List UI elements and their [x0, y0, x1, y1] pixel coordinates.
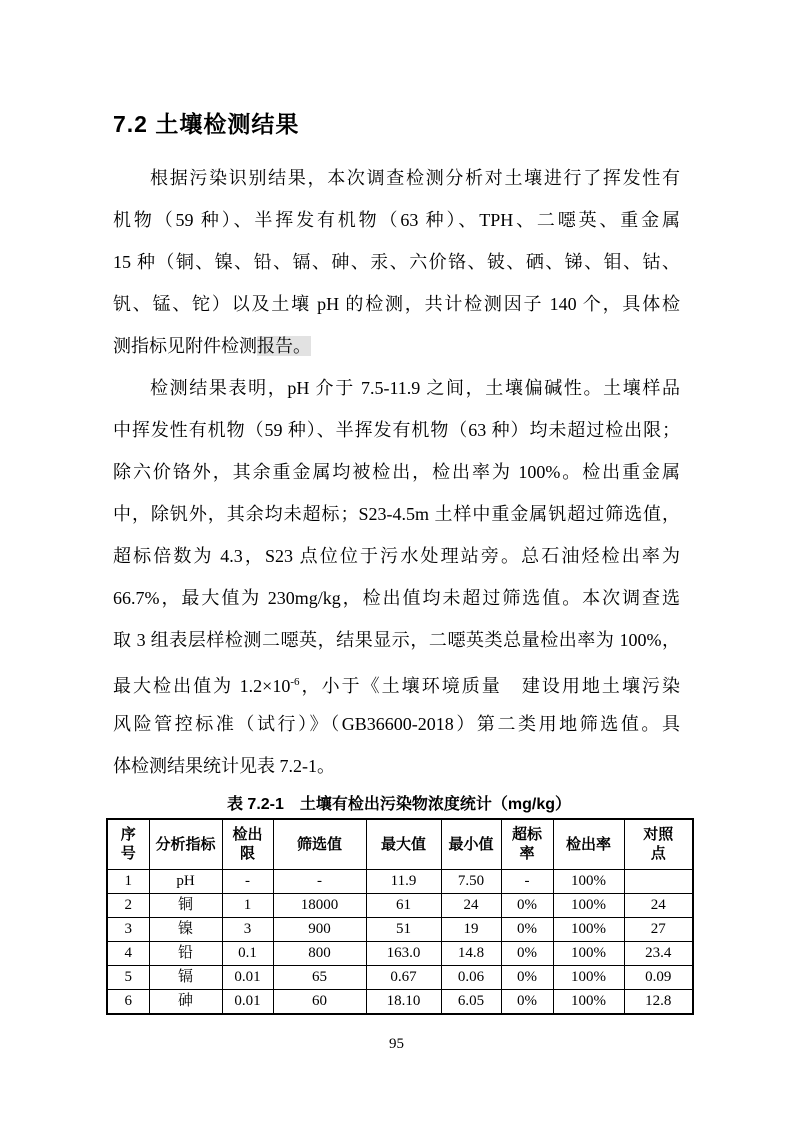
table-cell: 900: [273, 917, 366, 941]
table-cell: 24: [624, 893, 693, 917]
body-line: 中挥发性有机物（59 种）、半挥发有机物（63 种）均未超过检出限；: [113, 420, 680, 440]
table-cell: 铜: [149, 893, 222, 917]
table-cell: 6.05: [441, 989, 501, 1014]
table-cell: 27: [624, 917, 693, 941]
table-caption: 表 7.2-1 土壤有检出污染物浓度统计（mg/kg）: [226, 796, 572, 813]
table-cell: 0.06: [441, 965, 501, 989]
page-number: 95: [389, 1036, 404, 1052]
body-line: [113, 325, 680, 367]
table-cell: 12.8: [624, 989, 693, 1014]
table-header-cell: 检出率: [553, 819, 624, 869]
table-cell: 5: [107, 965, 149, 989]
table-cell: 镉: [149, 965, 222, 989]
table-header-cell: 序 号: [107, 819, 149, 869]
body-line-text: 最大检出值为 1.2×10: [113, 676, 291, 696]
table-header-cell: 超标 率: [501, 819, 553, 869]
table-cell: 4: [107, 941, 149, 965]
table-cell: 1: [222, 893, 273, 917]
body-line: 中，除钒外，其余均未超标；S23-4.5m 土样中重金属钒超过筛选值，: [113, 504, 680, 524]
table-header-cell: 筛选值: [273, 819, 366, 869]
table-row: [107, 965, 693, 989]
superscript: -6: [290, 676, 300, 688]
table-cell: 0%: [501, 893, 553, 917]
table-cell: 23.4: [624, 941, 693, 965]
table-cell: 100%: [553, 917, 624, 941]
body-line: 钒、锰、铊）以及土壤 pH 的检测，共计检测因子 140 个，具体检: [113, 294, 680, 314]
table-cell: -: [501, 869, 553, 893]
table-cell: 100%: [553, 941, 624, 965]
body-line: 15 种（铜、镍、铅、镉、砷、汞、六价铬、铍、硒、锑、钼、钴、: [113, 252, 680, 272]
table-cell: 7.50: [441, 869, 501, 893]
table-cell: 0%: [501, 917, 553, 941]
table-cell: 163.0: [366, 941, 441, 965]
table-cell: 0.1: [222, 941, 273, 965]
table-cell: 0.01: [222, 989, 273, 1014]
table-cell: 18.10: [366, 989, 441, 1014]
table-cell: pH: [149, 869, 222, 893]
table-cell: 0%: [501, 965, 553, 989]
table-cell: 19: [441, 917, 501, 941]
table-header-row: [107, 819, 693, 869]
table-cell: 0%: [501, 989, 553, 1014]
table-cell: 800: [273, 941, 366, 965]
table-cell: 100%: [553, 965, 624, 989]
table-row: [107, 989, 693, 1014]
table-cell: 6: [107, 989, 149, 1014]
table-row: [107, 941, 693, 965]
body-line-text: 测指标见附件检测: [113, 336, 257, 356]
table-cell: 0.01: [222, 965, 273, 989]
table-cell: 24: [441, 893, 501, 917]
body-line: 除六价铬外，其余重金属均被检出，检出率为 100%。检出重金属: [113, 462, 680, 482]
table-cell: 65: [273, 965, 366, 989]
table-cell: -: [222, 869, 273, 893]
table-cell: 100%: [553, 893, 624, 917]
table-row: [107, 893, 693, 917]
table-header-cell: 最小值: [441, 819, 501, 869]
table-cell: 镍: [149, 917, 222, 941]
table-cell: 0.09: [624, 965, 693, 989]
table-cell: 铅: [149, 941, 222, 965]
body-line: 取 3 组表层样检测二噁英，结果显示，二噁英类总量检出率为 100%，: [113, 630, 680, 650]
table-header-cell: 对照 点: [624, 819, 693, 869]
results-table: [106, 818, 694, 1015]
table-header-cell: 分析指标: [149, 819, 222, 869]
table-cell: 0%: [501, 941, 553, 965]
table-cell: 11.9: [366, 869, 441, 893]
table-cell: 0.67: [366, 965, 441, 989]
table-header-cell: 最大值: [366, 819, 441, 869]
table-cell: -: [273, 869, 366, 893]
body-text: [113, 157, 680, 787]
table-cell: 砷: [149, 989, 222, 1014]
table-row: [107, 869, 693, 893]
body-line: 机物（59 种）、半挥发有机物（63 种）、TPH、二噁英、重金属: [113, 210, 680, 230]
body-line: 风险管控标准（试行）》（GB36600-2018）第二类用地筛选值。具: [113, 714, 680, 734]
table-cell: 3: [107, 917, 149, 941]
body-line: 66.7%，最大值为 230mg/kg，检出值均未超过筛选值。本次调查选: [113, 588, 680, 608]
table-cell: 18000: [273, 893, 366, 917]
table-cell: 2: [107, 893, 149, 917]
table-cell: 60: [273, 989, 366, 1014]
body-line: [113, 661, 680, 703]
table-cell: [624, 869, 693, 893]
table-row: [107, 917, 693, 941]
body-line: 体检测结果统计见表 7.2-1。: [113, 756, 335, 776]
body-line-text: ，小于《土壤环境质量 建设用地土壤污染: [299, 676, 680, 696]
section-heading: 7.2 土壤检测结果: [113, 111, 300, 137]
highlighted-text: 报告。: [257, 336, 311, 356]
body-line: 超标倍数为 4.3，S23 点位位于污水处理站旁。总石油烃检出率为: [113, 546, 680, 566]
table-cell: 3: [222, 917, 273, 941]
table-cell: 14.8: [441, 941, 501, 965]
body-line: 检测结果表明，pH 介于 7.5-11.9 之间，土壤偏碱性。土壤样品: [150, 378, 680, 398]
table-cell: 100%: [553, 989, 624, 1014]
table-cell: 51: [366, 917, 441, 941]
table-header-cell: 检出 限: [222, 819, 273, 869]
table-cell: 1: [107, 869, 149, 893]
table-cell: 100%: [553, 869, 624, 893]
table-cell: 61: [366, 893, 441, 917]
body-line: 根据污染识别结果，本次调查检测分析对土壤进行了挥发性有: [150, 168, 680, 188]
